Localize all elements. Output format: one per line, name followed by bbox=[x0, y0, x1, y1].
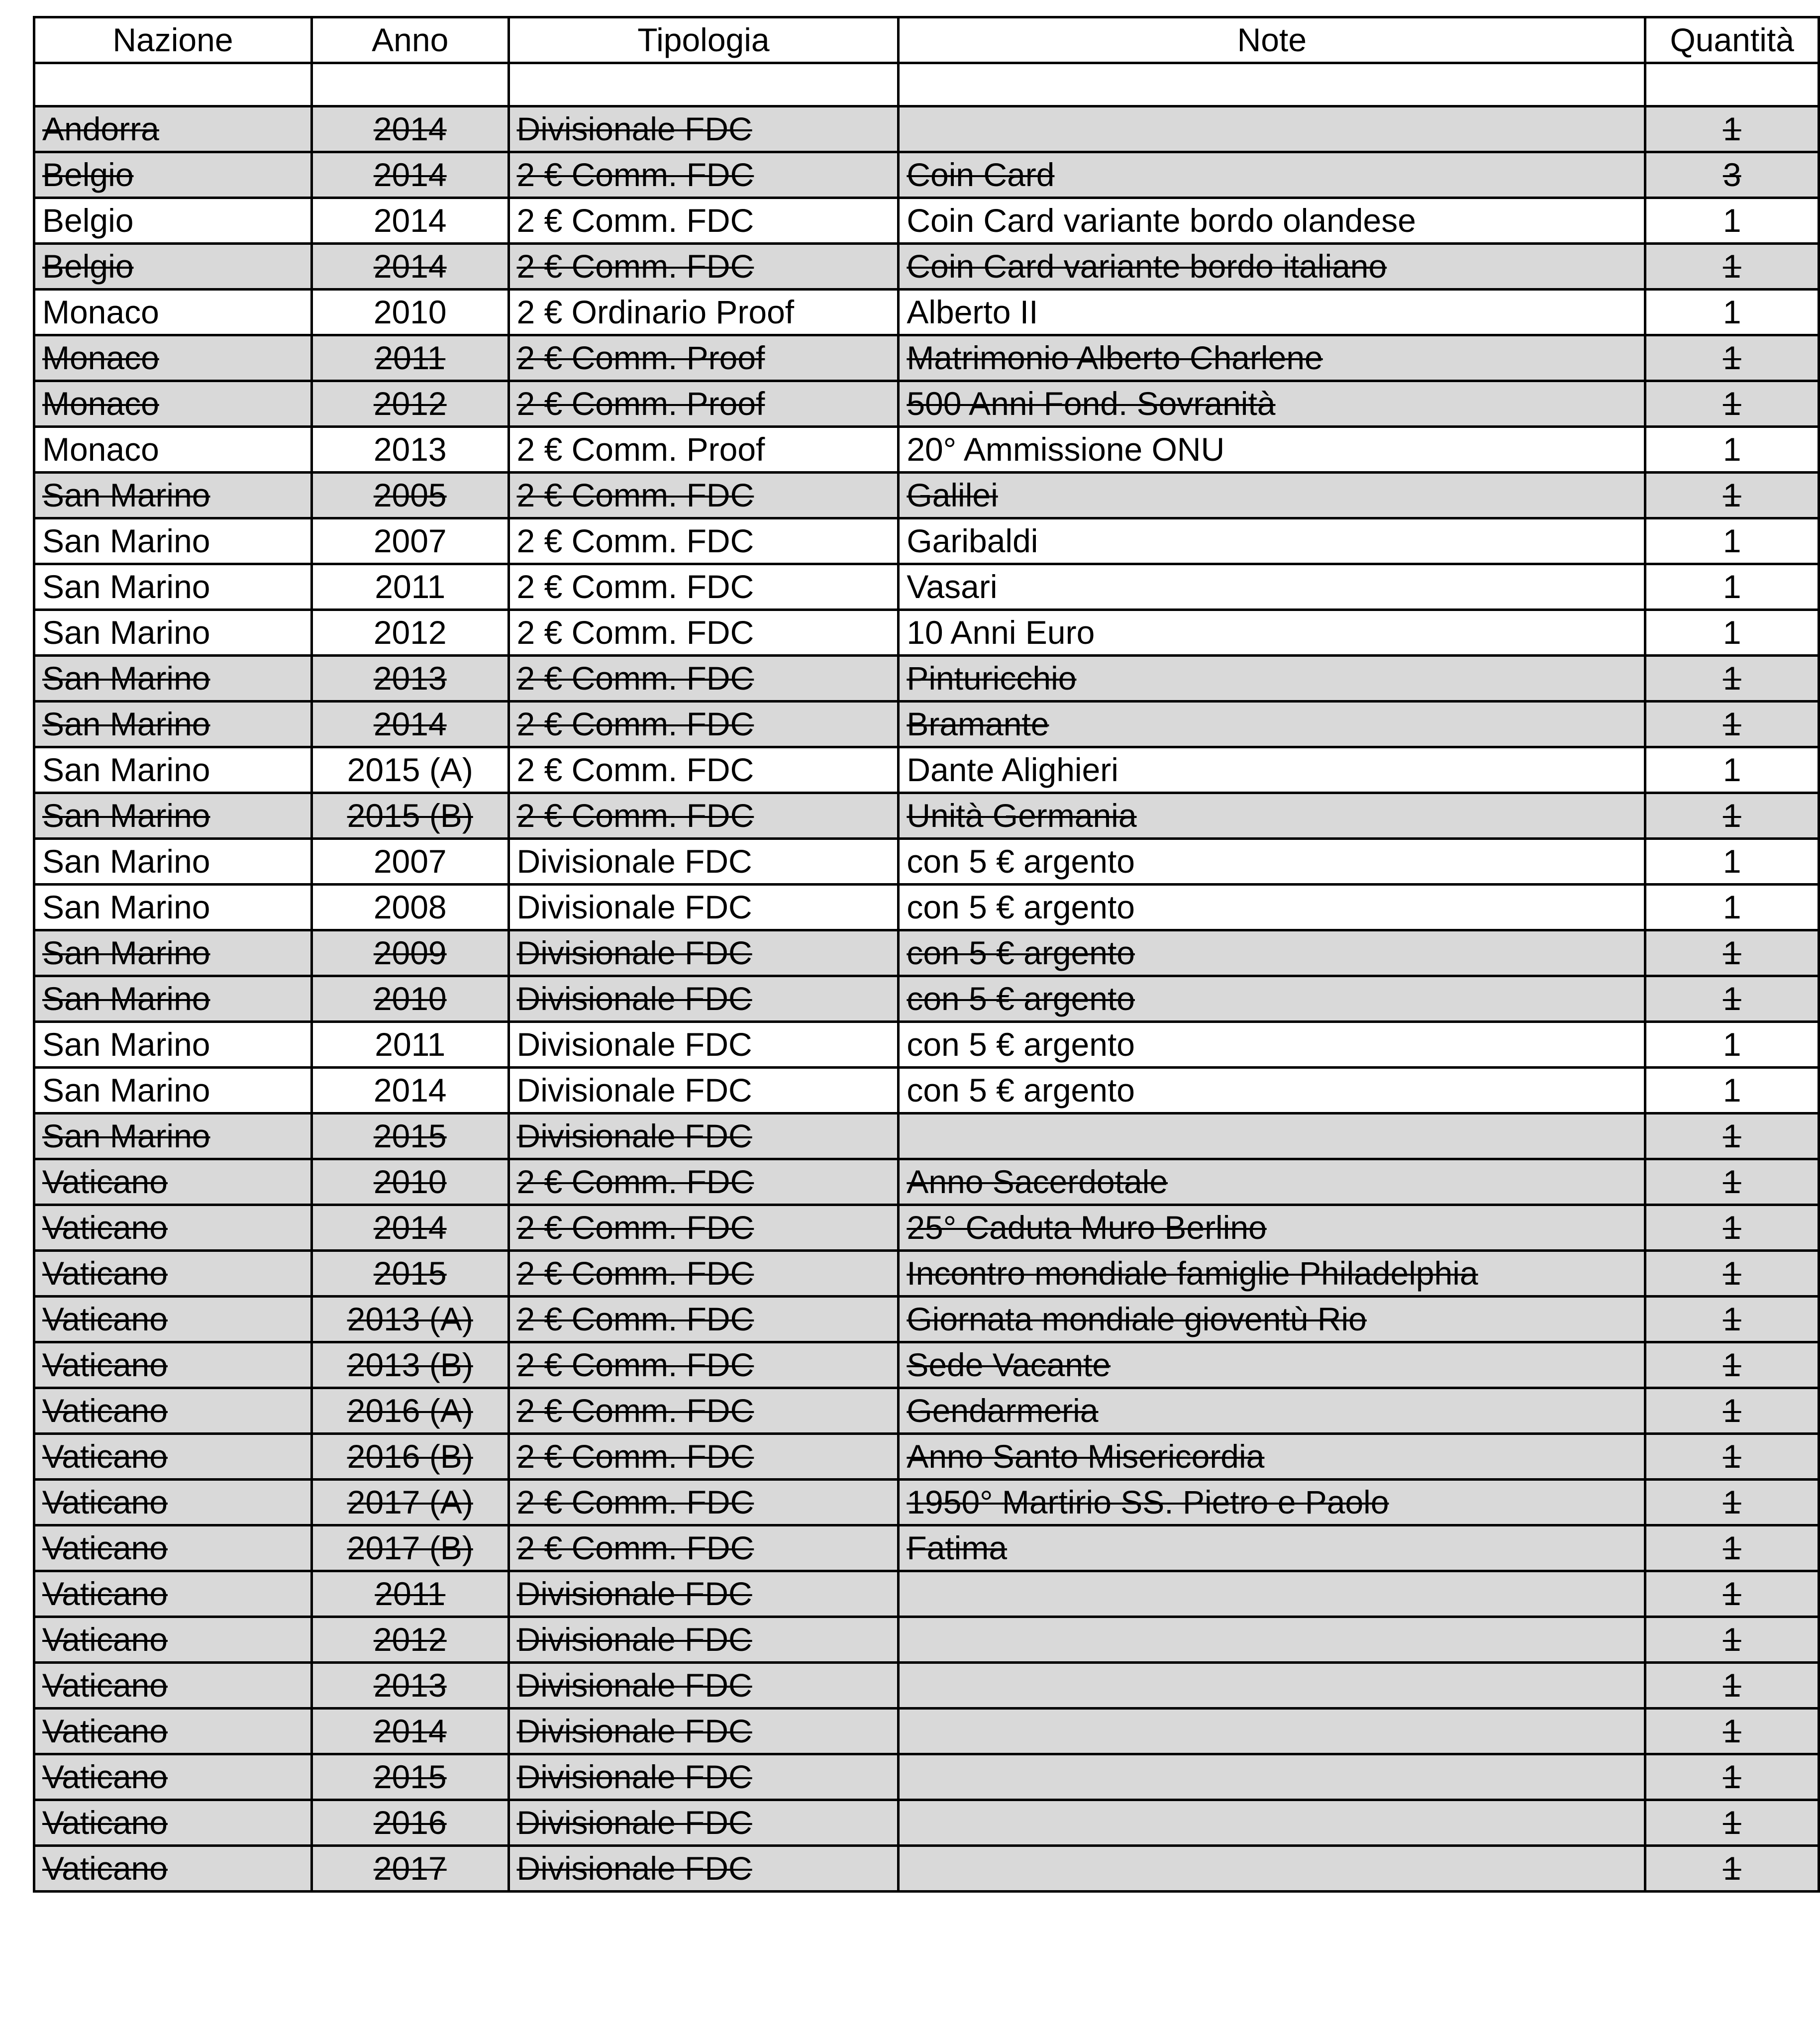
cell-tipologia[interactable]: 2 € Comm. FDC bbox=[508, 1159, 899, 1205]
cell-anno[interactable]: 2016 bbox=[311, 1800, 508, 1846]
cell-quantita[interactable]: 1 bbox=[1645, 793, 1819, 839]
cell-note[interactable] bbox=[899, 106, 1645, 152]
cell-quantita[interactable]: 1 bbox=[1645, 1480, 1819, 1525]
cell-quantita[interactable]: 1 bbox=[1645, 473, 1819, 518]
table-row bbox=[34, 564, 1819, 610]
cell-note[interactable]: Coin Card variante bordo olandese bbox=[899, 198, 1645, 244]
cell-nazione[interactable]: San Marino bbox=[34, 656, 312, 702]
table-row bbox=[34, 1800, 1819, 1846]
cell-quantita[interactable]: 1 bbox=[1645, 747, 1819, 793]
cell-nazione[interactable]: Vaticano bbox=[34, 1205, 312, 1251]
cell-anno[interactable]: 2011 bbox=[311, 1022, 508, 1068]
cell-tipologia[interactable]: Divisionale FDC bbox=[508, 1571, 899, 1617]
cell-quantita[interactable]: 1 bbox=[1645, 1525, 1819, 1571]
table-row bbox=[34, 427, 1819, 473]
table-row bbox=[34, 1525, 1819, 1571]
cell-anno[interactable]: 2010 bbox=[311, 976, 508, 1022]
cell-nazione[interactable]: Belgio bbox=[34, 198, 312, 244]
table-row bbox=[34, 1754, 1819, 1800]
cell-nazione[interactable]: Vaticano bbox=[34, 1434, 312, 1480]
table-row bbox=[34, 152, 1819, 198]
cell-tipologia[interactable]: 2 € Comm. FDC bbox=[508, 1297, 899, 1342]
cell-note[interactable]: 1950° Martirio SS. Pietro e Paolo bbox=[899, 1480, 1645, 1525]
table-row bbox=[34, 1205, 1819, 1251]
cell-tipologia[interactable]: 2 € Comm. FDC bbox=[508, 1251, 899, 1297]
cell-nazione[interactable]: Monaco bbox=[34, 335, 312, 381]
cell-anno[interactable]: 2013 bbox=[311, 427, 508, 473]
cell-nazione[interactable]: Vaticano bbox=[34, 1159, 312, 1205]
cell-note[interactable] bbox=[899, 1113, 1645, 1159]
cell-anno[interactable]: 2011 bbox=[311, 1571, 508, 1617]
table-row bbox=[34, 1480, 1819, 1525]
cell-anno[interactable]: 2014 bbox=[311, 244, 508, 290]
table-row bbox=[34, 1297, 1819, 1342]
cell-nazione[interactable]: San Marino bbox=[34, 839, 312, 885]
cell-tipologia[interactable]: 2 € Comm. FDC bbox=[508, 656, 899, 702]
cell-note[interactable]: con 5 € argento bbox=[899, 839, 1645, 885]
cell-note[interactable] bbox=[899, 1846, 1645, 1892]
cell-quantita[interactable]: 1 bbox=[1645, 290, 1819, 335]
cell-note[interactable]: Anno Sacerdotale bbox=[899, 1159, 1645, 1205]
cell-tipologia[interactable]: 2 € Comm. FDC bbox=[508, 1525, 899, 1571]
table-row bbox=[34, 702, 1819, 747]
table-row bbox=[34, 747, 1819, 793]
table-row bbox=[34, 1022, 1819, 1068]
cell-quantita[interactable]: 1 bbox=[1645, 1754, 1819, 1800]
table-row bbox=[34, 1388, 1819, 1434]
cell-note[interactable]: Pinturicchio bbox=[899, 656, 1645, 702]
cell-nazione[interactable]: San Marino bbox=[34, 1113, 312, 1159]
table-row bbox=[34, 1571, 1819, 1617]
cell-nazione[interactable]: Vaticano bbox=[34, 1571, 312, 1617]
cell-quantita[interactable]: 1 bbox=[1645, 1800, 1819, 1846]
cell-quantita[interactable]: 1 bbox=[1645, 1342, 1819, 1388]
table-row bbox=[34, 335, 1819, 381]
cell-tipologia[interactable]: 2 € Comm. FDC bbox=[508, 793, 899, 839]
cell-note[interactable]: con 5 € argento bbox=[899, 1068, 1645, 1113]
cell-note[interactable]: Coin Card bbox=[899, 152, 1645, 198]
cell-nazione[interactable]: Monaco bbox=[34, 290, 312, 335]
cell-nazione[interactable]: San Marino bbox=[34, 518, 312, 564]
cell-anno[interactable]: 2013 (A) bbox=[311, 1297, 508, 1342]
cell-note[interactable]: Unità Germania bbox=[899, 793, 1645, 839]
table-row bbox=[34, 290, 1819, 335]
cell-note[interactable] bbox=[899, 1663, 1645, 1709]
cell-nazione[interactable]: San Marino bbox=[34, 702, 312, 747]
cell-note[interactable]: 25° Caduta Muro Berlino bbox=[899, 1205, 1645, 1251]
cell-tipologia[interactable]: Divisionale FDC bbox=[508, 839, 899, 885]
cell-anno[interactable]: 2016 (A) bbox=[311, 1388, 508, 1434]
table-row bbox=[34, 473, 1819, 518]
cell-tipologia[interactable]: 2 € Comm. FDC bbox=[508, 1388, 899, 1434]
cell-note[interactable]: Bramante bbox=[899, 702, 1645, 747]
cell-anno[interactable]: 2015 bbox=[311, 1251, 508, 1297]
cell-nazione[interactable]: Vaticano bbox=[34, 1663, 312, 1709]
cell-note[interactable] bbox=[899, 1571, 1645, 1617]
cell-anno[interactable]: 2017 (A) bbox=[311, 1480, 508, 1525]
cell-anno[interactable]: 2008 bbox=[311, 885, 508, 930]
table-row bbox=[34, 610, 1819, 656]
cell-tipologia[interactable]: 2 € Comm. FDC bbox=[508, 518, 899, 564]
cell-tipologia[interactable]: 2 € Comm. FDC bbox=[508, 610, 899, 656]
cell-anno[interactable]: 2014 bbox=[311, 702, 508, 747]
cell-quantita[interactable]: 1 bbox=[1645, 1205, 1819, 1251]
cell-quantita[interactable]: 1 bbox=[1645, 564, 1819, 610]
cell-nazione[interactable]: Vaticano bbox=[34, 1525, 312, 1571]
cell-nazione[interactable]: Belgio bbox=[34, 152, 312, 198]
cell-quantita[interactable]: 1 bbox=[1645, 656, 1819, 702]
cell-nazione[interactable]: Belgio bbox=[34, 244, 312, 290]
cell-quantita[interactable]: 1 bbox=[1645, 244, 1819, 290]
cell-anno[interactable]: 2005 bbox=[311, 473, 508, 518]
cell-quantita[interactable]: 1 bbox=[1645, 1617, 1819, 1663]
cell-tipologia[interactable]: 2 € Comm. FDC bbox=[508, 702, 899, 747]
cell-tipologia[interactable]: 2 € Comm. FDC bbox=[508, 1480, 899, 1525]
cell-tipologia[interactable]: Divisionale FDC bbox=[508, 1754, 899, 1800]
cell-nazione[interactable]: Vaticano bbox=[34, 1846, 312, 1892]
cell-nazione[interactable]: Monaco bbox=[34, 427, 312, 473]
cell-quantita[interactable]: 1 bbox=[1645, 1251, 1819, 1297]
cell-nazione[interactable]: San Marino bbox=[34, 564, 312, 610]
cell-note[interactable]: Dante Alighieri bbox=[899, 747, 1645, 793]
cell-tipologia[interactable]: 2 € Comm. FDC bbox=[508, 244, 899, 290]
cell-tipologia[interactable]: Divisionale FDC bbox=[508, 1663, 899, 1709]
cell-nazione[interactable]: Vaticano bbox=[34, 1617, 312, 1663]
cell-tipologia[interactable]: Divisionale FDC bbox=[508, 106, 899, 152]
cell-quantita[interactable]: 1 bbox=[1645, 1388, 1819, 1434]
cell-tipologia[interactable]: 2 € Comm. FDC bbox=[508, 198, 899, 244]
table-row bbox=[34, 885, 1819, 930]
cell-nazione[interactable]: Vaticano bbox=[34, 1251, 312, 1297]
cell-tipologia[interactable]: 2 € Comm. FDC bbox=[508, 564, 899, 610]
cell-tipologia[interactable]: Divisionale FDC bbox=[508, 976, 899, 1022]
cell-nazione[interactable]: Vaticano bbox=[34, 1342, 312, 1388]
cell-tipologia[interactable]: 2 € Ordinario Proof bbox=[508, 290, 899, 335]
cell-tipologia[interactable]: Divisionale FDC bbox=[508, 885, 899, 930]
cell-quantita[interactable]: 1 bbox=[1645, 335, 1819, 381]
cell-note[interactable]: con 5 € argento bbox=[899, 930, 1645, 976]
cell-note[interactable]: 500 Anni Fond. Sovranità bbox=[899, 381, 1645, 427]
cell-anno[interactable]: 2015 bbox=[311, 1754, 508, 1800]
table-row bbox=[34, 839, 1819, 885]
cell-quantita[interactable]: 1 bbox=[1645, 518, 1819, 564]
cell-nazione[interactable]: Vaticano bbox=[34, 1480, 312, 1525]
cell-anno[interactable]: 2014 bbox=[311, 1205, 508, 1251]
cell-anno[interactable]: 2015 (B) bbox=[311, 793, 508, 839]
header-tipologia[interactable]: Tipologia bbox=[508, 17, 899, 63]
cell-tipologia[interactable]: Divisionale FDC bbox=[508, 930, 899, 976]
cell-quantita[interactable]: 1 bbox=[1645, 976, 1819, 1022]
cell-nazione[interactable]: San Marino bbox=[34, 473, 312, 518]
cell-quantita[interactable]: 1 bbox=[1645, 702, 1819, 747]
cell-anno[interactable]: 2014 bbox=[311, 1068, 508, 1113]
cell-note[interactable]: Sede Vacante bbox=[899, 1342, 1645, 1388]
cell-quantita[interactable]: 1 bbox=[1645, 1159, 1819, 1205]
cell-anno[interactable]: 2012 bbox=[311, 1617, 508, 1663]
cell-anno[interactable]: 2014 bbox=[311, 106, 508, 152]
cell-anno[interactable]: 2009 bbox=[311, 930, 508, 976]
cell-nazione[interactable]: San Marino bbox=[34, 610, 312, 656]
cell-tipologia[interactable]: Divisionale FDC bbox=[508, 1800, 899, 1846]
cell-nazione[interactable]: San Marino bbox=[34, 793, 312, 839]
cell-nazione[interactable]: San Marino bbox=[34, 1022, 312, 1068]
cell-nazione[interactable]: Vaticano bbox=[34, 1388, 312, 1434]
cell-anno[interactable]: 2013 bbox=[311, 1663, 508, 1709]
cell-note[interactable]: con 5 € argento bbox=[899, 885, 1645, 930]
table-row bbox=[34, 518, 1819, 564]
table-row bbox=[34, 930, 1819, 976]
cell-quantita[interactable]: 1 bbox=[1645, 885, 1819, 930]
cell-quantita[interactable]: 1 bbox=[1645, 1297, 1819, 1342]
cell-note[interactable]: Incontro mondiale famiglie Philadelphia bbox=[899, 1251, 1645, 1297]
cell-anno[interactable]: 2013 bbox=[311, 656, 508, 702]
cell-note[interactable] bbox=[899, 1800, 1645, 1846]
cell-tipologia[interactable]: 2 € Comm. FDC bbox=[508, 473, 899, 518]
cell-anno[interactable]: 2010 bbox=[311, 290, 508, 335]
cell-anno[interactable]: 2017 (B) bbox=[311, 1525, 508, 1571]
table-row bbox=[34, 1434, 1819, 1480]
cell-note[interactable] bbox=[899, 1754, 1645, 1800]
cell-tipologia[interactable]: 2 € Comm. FDC bbox=[508, 747, 899, 793]
header-nazione[interactable]: Nazione bbox=[34, 17, 312, 63]
cell-note[interactable]: Coin Card variante bordo italiano bbox=[899, 244, 1645, 290]
header-row bbox=[34, 17, 1819, 63]
cell-note[interactable]: Alberto II bbox=[899, 290, 1645, 335]
table-row bbox=[34, 1846, 1819, 1892]
cell-quantita[interactable]: 1 bbox=[1645, 427, 1819, 473]
table-row bbox=[34, 63, 1819, 106]
table-row bbox=[34, 1709, 1819, 1754]
cell-anno[interactable]: 2011 bbox=[311, 564, 508, 610]
cell-anno[interactable]: 2014 bbox=[311, 152, 508, 198]
cell-anno[interactable]: 2015 bbox=[311, 1113, 508, 1159]
cell-tipologia[interactable]: Divisionale FDC bbox=[508, 1846, 899, 1892]
cell-note[interactable]: Fatima bbox=[899, 1525, 1645, 1571]
cell-tipologia[interactable]: 2 € Comm. FDC bbox=[508, 1342, 899, 1388]
table-row bbox=[34, 1113, 1819, 1159]
table-body bbox=[34, 63, 1819, 1892]
table-row bbox=[34, 244, 1819, 290]
table-row bbox=[34, 106, 1819, 152]
cell-tipologia[interactable]: 2 € Comm. FDC bbox=[508, 1205, 899, 1251]
cell-nazione[interactable]: Vaticano bbox=[34, 1709, 312, 1754]
cell-nazione[interactable]: San Marino bbox=[34, 930, 312, 976]
cell-nazione[interactable]: San Marino bbox=[34, 1068, 312, 1113]
cell-quantita[interactable]: 1 bbox=[1645, 1571, 1819, 1617]
cell-nazione[interactable]: Vaticano bbox=[34, 1297, 312, 1342]
cell-anno[interactable]: 2014 bbox=[311, 198, 508, 244]
table-row bbox=[34, 1663, 1819, 1709]
cell-quantita[interactable]: 1 bbox=[1645, 1022, 1819, 1068]
cell-note[interactable]: con 5 € argento bbox=[899, 976, 1645, 1022]
table-row bbox=[34, 1617, 1819, 1663]
cell-nazione[interactable]: Andorra bbox=[34, 106, 312, 152]
cell-note[interactable]: 20° Ammissione ONU bbox=[899, 427, 1645, 473]
cell-quantita[interactable]: 1 bbox=[1645, 1113, 1819, 1159]
cell-nazione[interactable] bbox=[34, 63, 312, 106]
table-row bbox=[34, 976, 1819, 1022]
cell-tipologia[interactable]: Divisionale FDC bbox=[508, 1068, 899, 1113]
cell-note[interactable]: Anno Santo Misericordia bbox=[899, 1434, 1645, 1480]
cell-anno[interactable]: 2013 (B) bbox=[311, 1342, 508, 1388]
header-note[interactable]: Note bbox=[899, 17, 1645, 63]
cell-anno[interactable]: 2014 bbox=[311, 1709, 508, 1754]
cell-tipologia[interactable]: Divisionale FDC bbox=[508, 1617, 899, 1663]
table-row bbox=[34, 381, 1819, 427]
cell-quantita[interactable]: 1 bbox=[1645, 1434, 1819, 1480]
cell-anno[interactable]: 2007 bbox=[311, 839, 508, 885]
cell-tipologia[interactable]: 2 € Comm. Proof bbox=[508, 335, 899, 381]
cell-nazione[interactable]: Monaco bbox=[34, 381, 312, 427]
coin-inventory-table bbox=[33, 16, 1820, 1893]
cell-note[interactable]: Gendarmeria bbox=[899, 1388, 1645, 1434]
cell-note[interactable] bbox=[899, 1617, 1645, 1663]
cell-anno[interactable]: 2017 bbox=[311, 1846, 508, 1892]
cell-nazione[interactable]: Vaticano bbox=[34, 1754, 312, 1800]
cell-tipologia[interactable] bbox=[508, 63, 899, 106]
table-row bbox=[34, 1342, 1819, 1388]
cell-quantita[interactable]: 1 bbox=[1645, 1846, 1819, 1892]
cell-quantita[interactable]: 1 bbox=[1645, 930, 1819, 976]
cell-tipologia[interactable]: 2 € Comm. Proof bbox=[508, 427, 899, 473]
cell-nazione[interactable]: San Marino bbox=[34, 885, 312, 930]
cell-anno[interactable]: 2016 (B) bbox=[311, 1434, 508, 1480]
cell-nazione[interactable]: Vaticano bbox=[34, 1800, 312, 1846]
cell-quantita[interactable]: 1 bbox=[1645, 1663, 1819, 1709]
cell-quantita[interactable]: 1 bbox=[1645, 610, 1819, 656]
cell-nazione[interactable]: San Marino bbox=[34, 747, 312, 793]
cell-quantita[interactable]: 1 bbox=[1645, 1068, 1819, 1113]
cell-note[interactable]: con 5 € argento bbox=[899, 1022, 1645, 1068]
cell-tipologia[interactable]: 2 € Comm. FDC bbox=[508, 1434, 899, 1480]
cell-quantita[interactable]: 1 bbox=[1645, 1709, 1819, 1754]
table-row bbox=[34, 1251, 1819, 1297]
cell-quantita[interactable] bbox=[1645, 63, 1819, 106]
cell-note[interactable]: Garibaldi bbox=[899, 518, 1645, 564]
cell-quantita[interactable]: 1 bbox=[1645, 106, 1819, 152]
table-row bbox=[34, 1159, 1819, 1205]
cell-anno[interactable] bbox=[311, 63, 508, 106]
cell-anno[interactable]: 2010 bbox=[311, 1159, 508, 1205]
cell-note[interactable]: 10 Anni Euro bbox=[899, 610, 1645, 656]
cell-tipologia[interactable]: Divisionale FDC bbox=[508, 1709, 899, 1754]
cell-quantita[interactable]: 3 bbox=[1645, 152, 1819, 198]
cell-nazione[interactable]: San Marino bbox=[34, 976, 312, 1022]
cell-note[interactable]: Vasari bbox=[899, 564, 1645, 610]
cell-anno[interactable]: 2015 (A) bbox=[311, 747, 508, 793]
cell-note[interactable] bbox=[899, 63, 1645, 106]
cell-note[interactable]: Matrimonio Alberto Charlene bbox=[899, 335, 1645, 381]
cell-note[interactable]: Galilei bbox=[899, 473, 1645, 518]
table-row bbox=[34, 1068, 1819, 1113]
cell-note[interactable]: Giornata mondiale gioventù Rio bbox=[899, 1297, 1645, 1342]
cell-anno[interactable]: 2011 bbox=[311, 335, 508, 381]
table-row bbox=[34, 198, 1819, 244]
cell-anno[interactable]: 2012 bbox=[311, 381, 508, 427]
cell-tipologia[interactable]: Divisionale FDC bbox=[508, 1113, 899, 1159]
header-quantita[interactable]: Quantità bbox=[1645, 17, 1819, 63]
cell-anno[interactable]: 2007 bbox=[311, 518, 508, 564]
table-row bbox=[34, 793, 1819, 839]
table-row bbox=[34, 656, 1819, 702]
cell-quantita[interactable]: 1 bbox=[1645, 198, 1819, 244]
cell-quantita[interactable]: 1 bbox=[1645, 381, 1819, 427]
cell-quantita[interactable]: 1 bbox=[1645, 839, 1819, 885]
cell-note[interactable] bbox=[899, 1709, 1645, 1754]
cell-anno[interactable]: 2012 bbox=[311, 610, 508, 656]
cell-tipologia[interactable]: 2 € Comm. FDC bbox=[508, 152, 899, 198]
header-anno[interactable]: Anno bbox=[311, 17, 508, 63]
cell-tipologia[interactable]: 2 € Comm. Proof bbox=[508, 381, 899, 427]
cell-tipologia[interactable]: Divisionale FDC bbox=[508, 1022, 899, 1068]
